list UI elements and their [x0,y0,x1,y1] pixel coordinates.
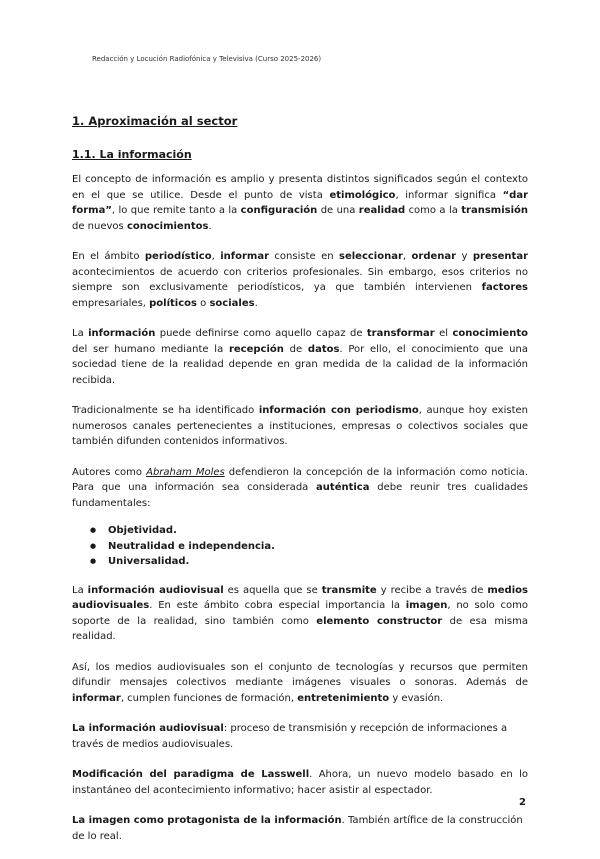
bold-term: informar [220,251,270,262]
text-run: , lo que remite tanto a la [111,205,241,216]
paragraph-media [72,660,528,707]
paragraph-definition [72,326,528,388]
bold-term: información [88,328,156,339]
paragraph-etymology [72,172,528,234]
section-title: 1. Aproximación al sector [72,114,238,128]
running-header: Redacción y Locución Radiofónica y Televisiva (Curso 2025-2026) [92,55,322,63]
text-run: acontecimientos de acuerdo con criterios profesionales. Sin embargo, esos criterios no siempre son exclusivamente periodísticos, ya que también intervienen [72,266,528,293]
text-run: , aunque hoy existen numerosos canales pertenecientes a instituciones, empresas o colectivos sociales que también difunden contenidos informativos. [72,405,528,447]
bold-term: conocimientos [126,220,209,232]
text-run: es aquella que se [223,584,322,596]
text-run: de esa misma realidad. [72,615,528,642]
bold-term: La información audiovisual [72,723,224,734]
bold-term: transformar [366,328,435,339]
bold-term: seleccionar [339,251,403,262]
text-run: , informar significa [395,189,503,201]
text-run: de [283,343,308,355]
bold-term: sociales [209,297,255,309]
text-run: como a la [405,205,462,216]
bold-term: transmite [321,584,377,596]
text-run: En el ámbito [72,251,145,262]
bold-term: “dar forma” [72,189,529,216]
bold-term: realidad [358,205,406,216]
bold-term: datos [307,343,340,355]
bold-term: etimológico [329,189,396,201]
bold-term: recepción [228,343,284,355]
bold-term: elemento constructor [316,615,443,627]
text-run: . [208,220,212,232]
text-run: puede definirse como aquello capaz de [155,328,367,339]
text-run: de una [317,205,359,216]
text-run: debe reunir tres cualidades fundamentales: [72,482,528,509]
page-number: 2 [519,797,526,808]
text-run: La [72,584,88,596]
bold-term: información con periodismo [258,405,419,416]
text-run: . También artífice de la construcción de lo real. [72,815,523,842]
text-run: : proceso de transmisión y recepción de informaciones a través de medios audiovisuales. [72,723,508,750]
bold-term: transmisión [461,205,528,216]
text-run: . Por ello, el conocimiento que una sociedad tiene de la realidad depende en gran medida de la calidad de la información recibida. [72,343,528,386]
bold-term: presentar [472,251,529,262]
text-run: , [402,251,412,262]
text-run: Tradicionalmente se ha identificado [72,405,259,416]
paragraph-journalistic [72,249,528,311]
text-run: del ser humano mediante la [72,343,229,355]
bold-term: configuración [240,205,318,216]
qualities-list [72,523,528,570]
text-run: y recibe a través de [376,584,488,596]
bold-term: medios audiovisuales [72,584,528,611]
text-run: . En este ámbito cobra especial importancia la [149,600,406,611]
text-run: consiste en [269,251,339,262]
subsection-title: 1.1. La información [72,148,192,161]
text-run: o [196,297,210,309]
bold-term: periodístico [144,251,212,262]
text-run: y [456,251,473,262]
page-content [72,114,528,859]
bold-term: auténtica [316,482,370,493]
text-run: , cumplen funciones de formación, [120,692,298,704]
bold-term: información audiovisual [87,584,224,596]
text-run: empresariales, [72,297,150,309]
bold-term: entretenimiento [297,692,390,704]
text-run: y evasión. [389,692,444,704]
text-run: El concepto de información es amplio y presenta distintos significados según el contexto en el que se utilice. Desde el punto de vista [72,174,528,201]
text-run: . [254,297,258,309]
text-run: . Ahora, un nuevo modelo basado en lo instantáneo del acontecimiento informativo; hacer asistir al espectador. [72,769,528,796]
bold-term: informar [72,692,121,704]
bold-term: Modificación del paradigma de Lasswell [72,769,310,780]
bold-term: ordenar [411,251,457,262]
list-item: ● Neutralidad e independencia. [108,539,528,555]
text-run: , no solo como soporte de la realidad, sino también como [72,600,528,627]
bold-term: imagen [405,600,448,611]
text-run: defendieron la concepción de la información como noticia. Para que una información sea considerada [72,466,528,493]
paragraph-av-definition [72,721,528,752]
text-run: Así, los medios audiovisuales son el conjunto de tecnologías y recursos que permiten difundir mensajes colectivos mediante imágenes visuales o sonoras. Además de [72,661,528,688]
author-name: Abraham Moles [146,466,225,478]
list-item: ● Objetividad. [108,523,528,539]
paragraph-lasswell [72,767,528,798]
text-run: Autores como [72,466,147,478]
text-run: La [72,328,89,339]
paragraph-moles [72,465,528,512]
text-run: el [434,328,453,339]
list-item: ● Universalidad. [108,554,528,570]
bold-term: factores [481,282,528,293]
bold-term: políticos [149,297,197,309]
paragraph-tradition [72,403,528,450]
bold-term: La imagen como protagonista de la información [72,815,342,826]
text-run: , [211,251,221,262]
bold-term: conocimiento [452,328,528,339]
text-run: de nuevos [72,220,127,232]
paragraph-audiovisual [72,583,528,645]
paragraph-image-protagonist [72,813,528,844]
